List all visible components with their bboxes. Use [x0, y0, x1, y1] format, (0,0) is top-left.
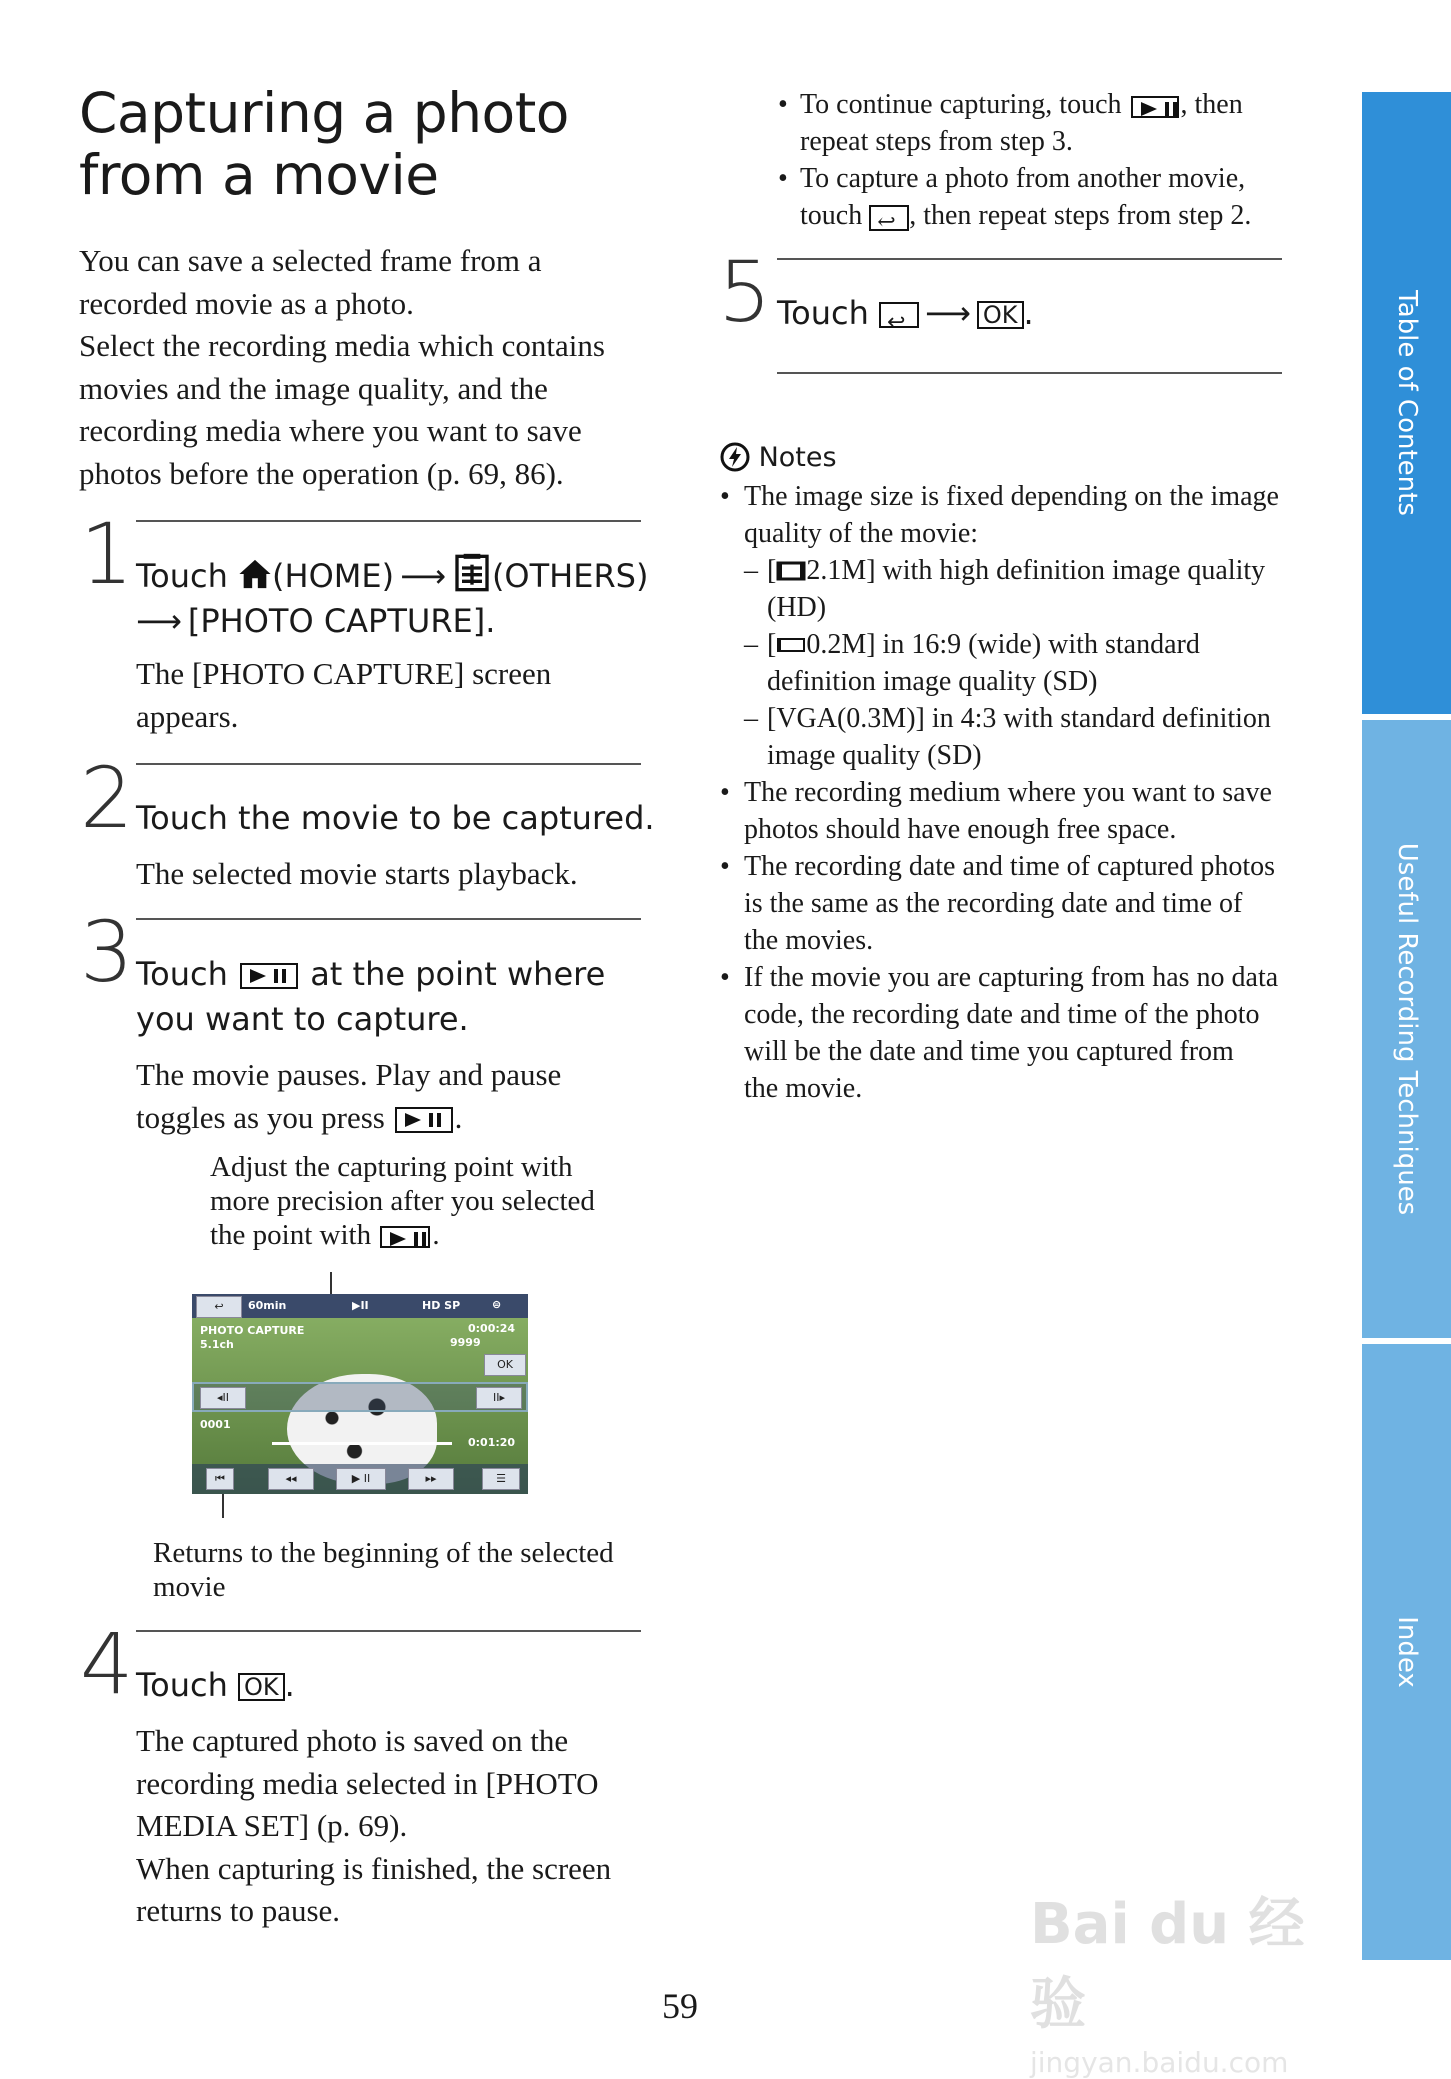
play-pause-icon: [1131, 96, 1179, 118]
notes-list: [720, 478, 1280, 1107]
intro-line: You can save a selected frame from a: [79, 243, 542, 278]
step-divider: [136, 520, 641, 522]
ok-icon: OK: [238, 1673, 285, 1701]
intro-line: Select the recording media which contains: [79, 328, 605, 363]
callout-beginning: [153, 1536, 653, 1604]
bullet-text: , then: [1180, 89, 1243, 120]
quality-indicator: HD SP: [422, 1299, 461, 1312]
note-line: [767, 626, 1280, 663]
bullet-icon: •: [778, 89, 788, 120]
frame-number: 0001: [200, 1418, 231, 1431]
step-2-heading: Touch the movie to be captured.: [136, 799, 655, 837]
step-1-body: [136, 653, 656, 738]
total-time: 0:01:20: [468, 1436, 516, 1449]
body-line: returns to pause.: [136, 1893, 341, 1928]
note-item: [720, 848, 1280, 959]
step-divider: [136, 763, 641, 765]
note-line: code, the recording date and time of the photo: [744, 999, 1260, 1030]
title-line-2: from a movie: [79, 143, 439, 207]
note-line: image quality (SD): [767, 740, 982, 771]
watermark: [1030, 1880, 1360, 2079]
page-number: 59: [662, 1986, 698, 2026]
title-line-1: Capturing a photo: [79, 81, 569, 145]
step-5-heading: Touch ↩ ⟶ OK .: [777, 291, 1277, 336]
intro-line: photos before the operation (p. 69, 86).: [79, 455, 564, 491]
tab-table-of-contents[interactable]: [1362, 92, 1451, 714]
step-number-3: 3: [80, 903, 134, 1001]
body-line: toggles as you press .: [136, 1099, 463, 1135]
play-pause-icon: [240, 963, 298, 989]
notes-icon: [720, 442, 750, 472]
callout-line: the point with .: [210, 1219, 440, 1251]
touch-word: Touch: [136, 955, 228, 993]
play-pause-button[interactable]: ▶ II: [336, 1468, 386, 1490]
note-line: will be the date and time you captured from: [744, 1036, 1234, 1067]
intro-line: recorded movie as a photo.: [79, 285, 414, 321]
photo-capture-label: [PHOTO CAPTURE].: [187, 602, 496, 640]
bracket: [: [767, 555, 777, 586]
others-icon: [452, 553, 492, 593]
note-line: [VGA(0.3M)] in 4:3 with standard definition: [767, 703, 1271, 734]
notes-title: Notes: [758, 442, 837, 473]
note-line: the movie.: [744, 1073, 863, 1104]
note-line: is the same as the recording date and time of: [744, 888, 1243, 919]
bullet-icon: •: [720, 481, 730, 512]
intro-line: movies and the image quality, and the: [79, 370, 548, 406]
bullet-text: touch: [800, 200, 863, 231]
media-icon: ⊜: [492, 1298, 502, 1311]
previous-frame-button[interactable]: ◂II: [200, 1387, 246, 1409]
bullet-icon: •: [720, 851, 730, 882]
note-line: definition image quality (SD): [767, 666, 1098, 697]
step-divider: [777, 372, 1282, 374]
progress-bar[interactable]: [272, 1442, 452, 1445]
return-icon: [879, 302, 919, 328]
camera-screen-diagram: [192, 1294, 528, 1494]
bullet-text: To continue capturing, touch: [800, 89, 1122, 120]
dash: –: [744, 555, 758, 586]
touch-word: Touch: [136, 1666, 228, 1704]
home-label: (HOME): [272, 557, 395, 595]
bullet-icon: •: [720, 777, 730, 808]
note-line: (HD): [767, 592, 827, 623]
step-divider: [136, 918, 641, 920]
bracket: [: [767, 629, 777, 660]
step-number-2: 2: [80, 749, 134, 847]
step-3-heading: [136, 952, 656, 1042]
watermark-main: Bai du 经验: [1030, 1892, 1305, 2037]
body-line: The selected movie starts playback.: [136, 856, 578, 891]
sub-text: 2.1M] with high definition image quality: [806, 555, 1266, 586]
intro-text: [79, 240, 639, 495]
tab-label: Table of Contents: [1391, 290, 1422, 516]
ok-icon: OK: [977, 301, 1024, 329]
body-line: When capturing is finished, the screen: [136, 1850, 612, 1886]
sub-text: 0.2M] in 16:9 (wide) with standard: [806, 629, 1200, 660]
next-frame-button[interactable]: II▸: [476, 1387, 522, 1409]
photo-count: 9999: [450, 1336, 481, 1349]
note-sub-item: [744, 552, 1280, 626]
tab-index[interactable]: [1362, 1344, 1451, 1960]
touch-word: Touch: [136, 557, 228, 595]
bullet-icon: •: [720, 962, 730, 993]
continue-bullet: [778, 86, 1280, 160]
note-line: the movies.: [744, 925, 874, 956]
battery-remaining: 60min: [248, 1299, 287, 1312]
tab-useful-recording-techniques[interactable]: [1362, 720, 1451, 1338]
notes-heading: [720, 440, 837, 476]
step-4-heading: Touch OK .: [136, 1666, 295, 1704]
body-line: The [PHOTO CAPTURE] screen: [136, 656, 552, 691]
note-item: [720, 959, 1280, 1107]
play-pause-indicator: ▶II: [352, 1299, 369, 1312]
body-line: recording media selected in [PHOTO: [136, 1765, 599, 1801]
step-number-1: 1: [80, 505, 134, 603]
beginning-button[interactable]: ⏮: [206, 1468, 234, 1490]
body-line: The captured photo is saved on the: [136, 1723, 569, 1758]
ok-button[interactable]: OK: [484, 1354, 526, 1376]
callout-line: Adjust the capturing point with: [210, 1151, 573, 1183]
note-line: photos should have enough free space.: [744, 814, 1177, 845]
arrow-icon: ⟶: [136, 602, 182, 640]
callout-line: Returns to the beginning of the selected: [153, 1537, 614, 1569]
bullet-icon: •: [778, 163, 788, 194]
note-item: [720, 478, 1280, 774]
arrow-icon: ⟶: [925, 294, 971, 332]
home-icon: [238, 557, 272, 591]
dash: –: [744, 703, 758, 734]
touch-word: Touch: [777, 294, 869, 332]
note-line: quality of the movie:: [744, 518, 979, 549]
body-line: appears.: [136, 698, 239, 734]
bullet-text: To capture a photo from another movie,: [800, 163, 1246, 194]
step-3-body: [136, 1054, 656, 1139]
callout-text: the point with: [210, 1219, 372, 1251]
elapsed-time: 0:00:24: [468, 1322, 516, 1335]
heading-rest: at the point where: [310, 955, 606, 993]
others-label: (OTHERS): [491, 557, 649, 595]
tab-label: Index: [1391, 1616, 1422, 1688]
arrow-icon: ⟶: [400, 557, 446, 595]
watermark-sub: jingyan.baidu.com: [1030, 2046, 1289, 2079]
rewind-button[interactable]: ◂◂: [268, 1468, 314, 1490]
wide-frame-icon: [776, 634, 806, 656]
step-divider: [777, 258, 1282, 260]
wide-frame-icon: [776, 560, 806, 582]
note-line: The recording date and time of captured photos: [744, 851, 1276, 882]
step-number-4: 4: [80, 1615, 134, 1713]
photo-capture-label: PHOTO CAPTURE: [200, 1324, 305, 1337]
return-icon: [869, 205, 909, 231]
step-number-5: 5: [718, 243, 772, 341]
bullet-text: , then repeat steps from step 2.: [909, 200, 1252, 231]
note-line: The image size is fixed depending on the image: [744, 481, 1279, 512]
dash: –: [744, 629, 758, 660]
note-sub-item: [744, 626, 1280, 700]
body-line: MEDIA SET] (p. 69).: [136, 1808, 408, 1843]
body-text: toggles as you press: [136, 1099, 385, 1135]
note-line: The recording medium where you want to save: [744, 777, 1272, 808]
step-4-body: [136, 1720, 656, 1933]
note-item: [720, 774, 1280, 848]
tab-label: Useful Recording Techniques: [1391, 842, 1422, 1216]
callout-precision: [210, 1150, 650, 1252]
note-sub-item: [744, 700, 1280, 774]
fast-forward-button[interactable]: ▸▸: [408, 1468, 454, 1490]
return-button[interactable]: ↩: [196, 1296, 242, 1318]
note-line: [767, 552, 1280, 589]
bullet-text: repeat steps from step 3.: [800, 126, 1073, 157]
callout-line: more precision after you selected: [210, 1185, 595, 1217]
intro-line: recording media where you want to save: [79, 413, 582, 448]
play-pause-icon: [380, 1226, 430, 1248]
page-title: [79, 82, 639, 206]
step-divider: [136, 1630, 641, 1632]
note-line: If the movie you are capturing from has no data: [744, 962, 1279, 993]
heading-line-2: you want to capture.: [136, 1000, 469, 1038]
callout-line: movie: [153, 1571, 226, 1603]
body-line: The movie pauses. Play and pause: [136, 1057, 562, 1092]
option-button[interactable]: ☰: [482, 1468, 520, 1490]
another-movie-bullet: [778, 160, 1280, 234]
audio-indicator: 5.1ch: [200, 1338, 234, 1351]
play-pause-icon: [395, 1107, 453, 1133]
step-2-body: [136, 853, 656, 896]
step-1-heading: [136, 553, 656, 644]
